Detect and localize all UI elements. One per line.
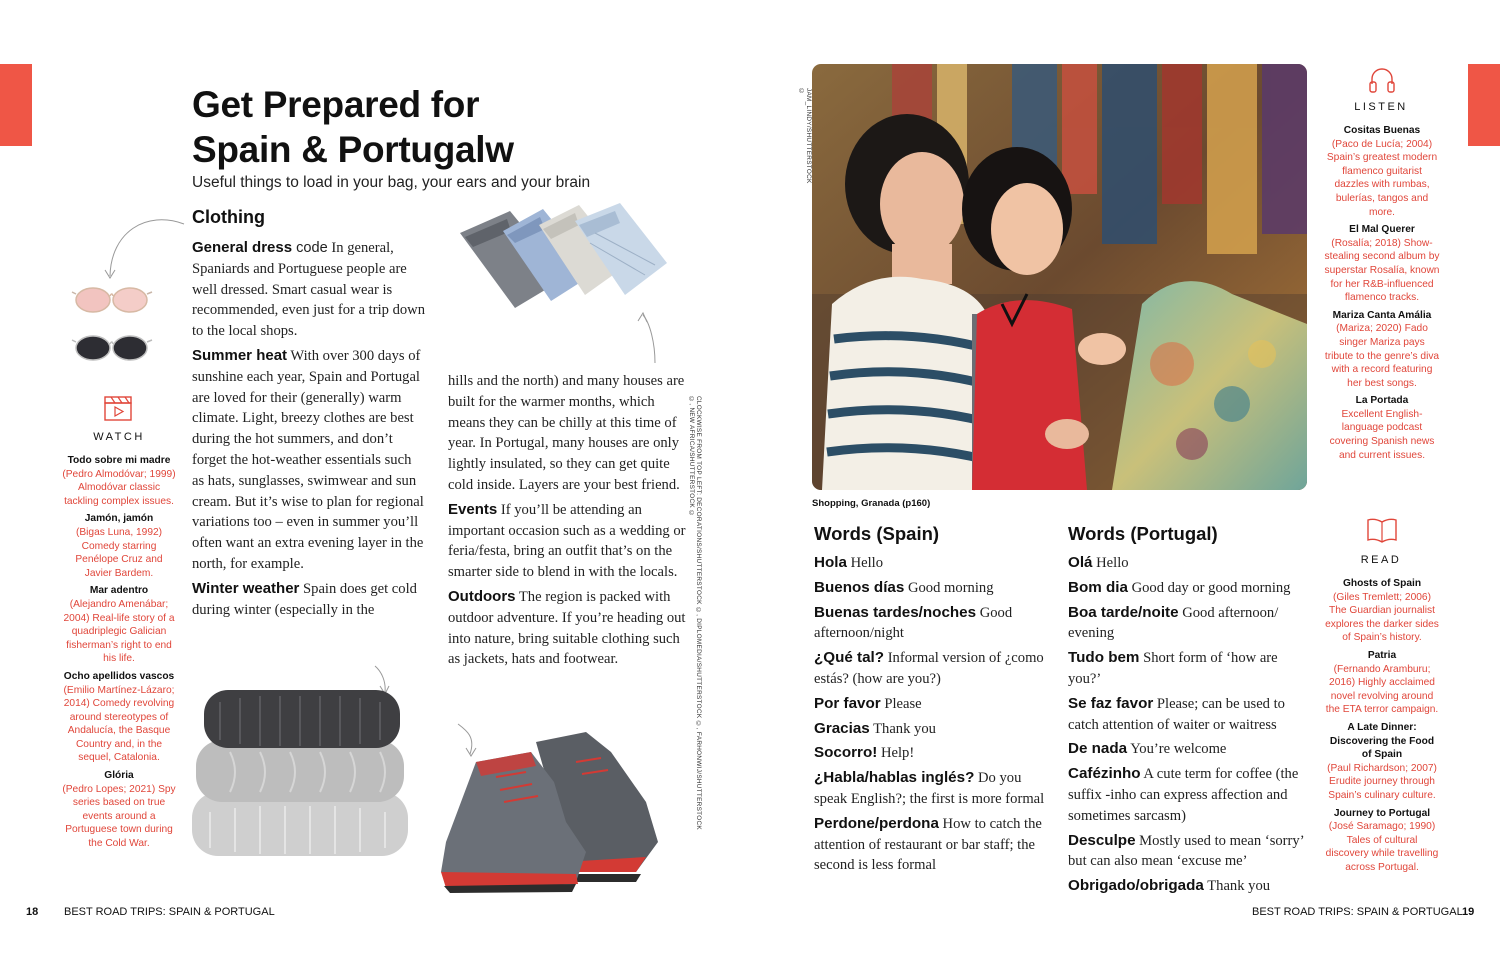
read-item (1324, 807, 1440, 875)
phrase-meaning: Good afternoon/night (814, 604, 1013, 642)
phrase-term: ¿Qué tal? (814, 649, 885, 667)
listen-item-credit: (Rosalía; 2018) (1331, 237, 1401, 249)
dark-sunglasses (72, 336, 152, 360)
left-page-number: 18 (26, 906, 39, 918)
outdoors-text: The region is packed with outdoor adventure. If you’re heading out into nature, bring suitable clothing such as jackets, hats and footwear. (448, 588, 686, 668)
phrase-row (1068, 694, 1308, 736)
phrase-row (814, 719, 1054, 740)
phrase-row (814, 648, 1054, 690)
phrase-meaning: Hello (846, 555, 883, 571)
read-item-title: Patria (1367, 649, 1397, 661)
shopping-photo-illustration (812, 64, 1307, 490)
listen-item-title: Cositas Buenas (1343, 125, 1421, 136)
watch-item-title: Glória (104, 770, 134, 782)
phrase-term: Por favor (814, 694, 881, 712)
watch-item (62, 584, 176, 666)
photo-credit-main: JAM_LINDY/SHUTTERSTOCK © (798, 88, 812, 184)
read-item-title: Journey to Portugal (1333, 807, 1431, 819)
events-keyword: Events (448, 500, 498, 518)
page-title-line-1: Get Prepared for (192, 84, 480, 125)
winter-weather-text: Spain does get cold during winter (especially in the (192, 580, 417, 618)
phrase-row (814, 694, 1054, 715)
read-item-credit: (Paul Richardson; 2007) (1327, 762, 1437, 774)
open-book-icon (1366, 516, 1398, 544)
outdoors-paragraph (448, 587, 690, 670)
left-page-tab (0, 64, 32, 146)
phrase-meaning: You’re welcome (1127, 741, 1227, 758)
phrase-row (1068, 578, 1308, 599)
phrase-meaning: Good day or good morning (1127, 579, 1291, 596)
photo-credits-left: CLOCKWISE FROM TOP LEFT: DECORATIONS/SHUTTERSTOCK ©, DIPLOMEDIA/SHUTTERSTOCK ©, FARHONWIJ/SHUTTERSTOCK ©, NEW AFRICA/SHUTTERSTOCK © (688, 396, 702, 830)
hiking-shoes-illustration (436, 722, 662, 894)
general-dress-keyword: General dress (192, 239, 293, 256)
listen-item-title: El Mal Querer (1349, 224, 1415, 236)
listen-item-desc: Spain’s greatest modern flamenco guitarist dazzles with rumbas, bulerías, tangos and more. (1326, 152, 1438, 218)
read-item (1324, 649, 1440, 717)
phrase-row (1068, 876, 1308, 897)
clothing-heading: Clothing (192, 207, 265, 227)
right-page-tab (1468, 64, 1500, 146)
read-item-credit: (Fernando Aramburu; 2016) (1329, 663, 1431, 689)
sunglasses-illustration (66, 212, 196, 362)
phrase-term: Socorro! (814, 744, 878, 762)
read-item-desc: Highly acclaimed novel revolving around the ETA terror campaign. (1325, 677, 1439, 716)
listen-heading: LISTEN (1354, 101, 1408, 113)
watch-item-desc: Comedy revolving around stereotypes of Andalucía, the Basque Country and, in the sequel, Catalonia. (67, 698, 175, 764)
phrase-meaning: Thank you (869, 720, 936, 737)
listen-item (1324, 394, 1440, 462)
events-paragraph (448, 500, 690, 583)
read-item (1324, 721, 1440, 803)
watch-item-credit: (Bigas Luna, 1992) (75, 526, 163, 538)
phrase-meaning: Informal version of ¿como estás? (how are you?) (814, 650, 1044, 687)
watch-item-title: Ocho apellidos vascos (63, 670, 175, 682)
phrase-meaning: Do you speak English?; the first is more formal (814, 770, 1045, 807)
left-running-title: BEST ROAD TRIPS: SPAIN & PORTUGAL (64, 906, 275, 918)
watch-item (62, 670, 176, 765)
watch-item (62, 512, 176, 580)
phrase-term: Buenos días (814, 578, 905, 596)
words-spain (814, 523, 1054, 880)
read-item-desc: Tales of cultural discovery while travelling across Portugal. (1325, 834, 1439, 873)
pink-sunglasses (72, 288, 152, 312)
phrase-term: Obrigado/obrigada (1068, 877, 1204, 895)
events-text: If you’ll be attending an important occasion such as a wedding or feria/festa, bring an outfit that’s on the smarter side to blend in with the locals. (448, 501, 686, 581)
watch-item-credit: (Emilio Martínez-Lázaro; 2014) (63, 684, 175, 710)
phrase-term: Hola (814, 554, 847, 571)
clothing-column-1 (192, 238, 426, 624)
summer-heat-paragraph (192, 346, 426, 575)
listen-item-desc: Show-stealing second album by superstar Rosalía, known for her R&B-influenced flamenco tracks. (1324, 237, 1440, 304)
watch-item-desc: Comedy starring Penélope Cruz and Javier Bardem. (75, 540, 163, 579)
phrase-row (1068, 648, 1308, 690)
shopping-photo (812, 64, 1307, 490)
read-item-credit: (José Saramago; 1990) (1328, 821, 1436, 833)
listen-item (1324, 309, 1440, 391)
phrase-row (1068, 764, 1308, 826)
phrase-meaning: A cute term for coffee (the suffix -inho can express affection and sometimes sarcasm) (1068, 766, 1299, 824)
phrase-term: Perdone/perdona (814, 814, 939, 832)
read-item-desc: The Guardian journalist explores the darker sides of Spain’s history. (1325, 605, 1439, 644)
phrase-term: Buenas tardes/noches (814, 603, 977, 621)
read-item (1324, 577, 1440, 645)
listen-item (1324, 223, 1440, 305)
photo-caption: Shopping, Granada (p160) (812, 498, 931, 509)
general-dress-paragraph (192, 238, 426, 342)
listen-item (1324, 124, 1440, 219)
phrase-term: Boa tarde/noite (1068, 603, 1179, 621)
phrase-meaning: Hello (1092, 555, 1129, 571)
summer-heat-text: With over 300 days of sunshine each year, Spain and Portugal are loved for their (generally) warm climate. Light, breezy clothes are best during the hot summers, and don’t forget the hot-weather essentials such as hats, sunglasses, swimwear and sun cream. But it’s wise to plan for regional variations too – even in summer you’ll often want an extra evening layer in the north, for example. (192, 347, 424, 572)
watch-item-title: Jamón, jamón (84, 513, 154, 525)
watch-item-credit: (Pedro Lopes; 2021) (62, 783, 156, 795)
watch-item-credit: (Pedro Almodóvar; 1999) (62, 468, 176, 480)
watch-item-desc: Real-life story of a quadriplegic Galician fisherman’s right to end his life. (66, 612, 175, 665)
watch-item-title: Mar adentro (89, 585, 149, 597)
general-dress-text: In general, Spaniards and Portuguese people are well dressed. Smart casual wear is recommended, even just for a trip down to the local shops. (192, 240, 426, 340)
clothing-column-2 (448, 371, 690, 674)
phrase-meaning: Short form of ‘how are you?’ (1068, 650, 1278, 687)
read-list (1324, 577, 1440, 878)
page-title (192, 82, 514, 172)
phrase-row (1068, 553, 1308, 574)
read-heading: READ (1360, 554, 1402, 566)
phrase-term: Desculpe (1068, 831, 1136, 849)
phrase-row (1068, 739, 1308, 760)
watch-heading: WATCH (93, 431, 145, 443)
listen-item-credit: (Mariza; 2020) (1336, 323, 1402, 335)
summer-heat-keyword: Summer heat (192, 346, 288, 364)
phrase-term: Tudo bem (1068, 649, 1140, 667)
phrase-meaning: Thank you (1203, 878, 1271, 895)
listen-item-desc: Fado singer Mariza pays tribute to the genre’s diva with a record featuring her best songs. (1324, 323, 1440, 389)
watch-item-desc: Spy series based on true events around a Portuguese town during the Cold War. (65, 783, 176, 850)
phrase-meaning: Mostly used to mean ‘sorry’ but can also mean ‘excuse me’ (1068, 832, 1304, 870)
watch-item-credit: (Alejandro Amenábar; 2004) (63, 598, 169, 624)
page-title-line-2: Spain & Portugalw (192, 129, 514, 170)
words-spain-heading: Words (Spain) (814, 523, 940, 544)
read-item-title: A Late Dinner: Discovering the Food of Spain (1329, 721, 1435, 761)
folded-sweaters-illustration (190, 662, 410, 862)
phrase-meaning: Please; can be used to catch attention of waiter or waitress (1068, 695, 1285, 733)
phrase-row (814, 578, 1054, 599)
watch-item (62, 769, 176, 851)
watch-item (62, 454, 176, 508)
read-item-title: Ghosts of Spain (1342, 578, 1422, 589)
phrase-meaning: Good morning (904, 579, 994, 596)
words-portugal (1068, 523, 1308, 901)
phrase-meaning: Help! (877, 745, 915, 762)
words-portugal-heading: Words (Portugal) (1068, 523, 1218, 544)
headphones-icon (1367, 64, 1397, 94)
phrase-row (1068, 603, 1308, 645)
phrase-meaning: Please (880, 695, 922, 712)
page-subtitle: Useful things to load in your bag, your ears and your brain (192, 174, 591, 191)
phrase-row (814, 553, 1054, 574)
phrase-term: Cafézinho (1068, 765, 1141, 783)
phrase-row (814, 603, 1054, 645)
phrase-row (814, 743, 1054, 764)
phrase-row (1068, 831, 1308, 873)
folded-shirts-illustration (455, 203, 673, 375)
film-clapper-icon (103, 394, 133, 422)
read-item-credit: (Giles Tremlett; 2006) (1333, 591, 1431, 603)
winter-weather-continued: hills and the north) and many houses are built for the warmer months, which means they can be chilly at this time of year. In Portugal, many houses are only lightly insulated, so they can get quite cold inside. Layers are your best friend. (448, 373, 685, 493)
phrase-row (814, 814, 1054, 876)
listen-item-title: Mariza Canta Amália (1332, 309, 1432, 321)
phrase-term: Bom dia (1068, 578, 1128, 596)
right-page-number: 19 (1462, 906, 1475, 918)
listen-list (1324, 124, 1440, 466)
watch-item-desc: Almodóvar classic tackling complex issues. (64, 482, 174, 507)
right-running-title: BEST ROAD TRIPS: SPAIN & PORTUGAL (1252, 906, 1463, 918)
listen-item-desc: Excellent English-language podcast covering Spanish news and current issues. (1329, 408, 1435, 461)
winter-weather-paragraph (192, 579, 426, 621)
general-dress-keyword-2: code (292, 240, 328, 256)
phrase-meaning: Good afternoon/ evening (1068, 604, 1279, 642)
watch-list (62, 454, 176, 855)
winter-weather-keyword: Winter weather (192, 579, 300, 597)
outdoors-keyword: Outdoors (448, 587, 516, 605)
read-item-desc: Erudite journey through Spain’s culinary culture. (1328, 776, 1436, 801)
phrase-term: Olá (1068, 554, 1093, 571)
phrase-term: Se faz favor (1068, 694, 1154, 712)
listen-item-title: La Portada (1355, 395, 1409, 407)
listen-item-credit: (Paco de Lucía; 2004) (1331, 138, 1433, 150)
phrase-term: Gracias (814, 719, 870, 737)
phrase-term: De nada (1068, 740, 1128, 758)
phrase-term: ¿Habla/hablas inglés? (814, 769, 975, 787)
phrase-row (814, 768, 1054, 810)
watch-item-title: Todo sobre mi madre (67, 455, 171, 466)
phrase-meaning: How to catch the attention of restaurant or bar staff; the second is less formal (814, 815, 1042, 874)
